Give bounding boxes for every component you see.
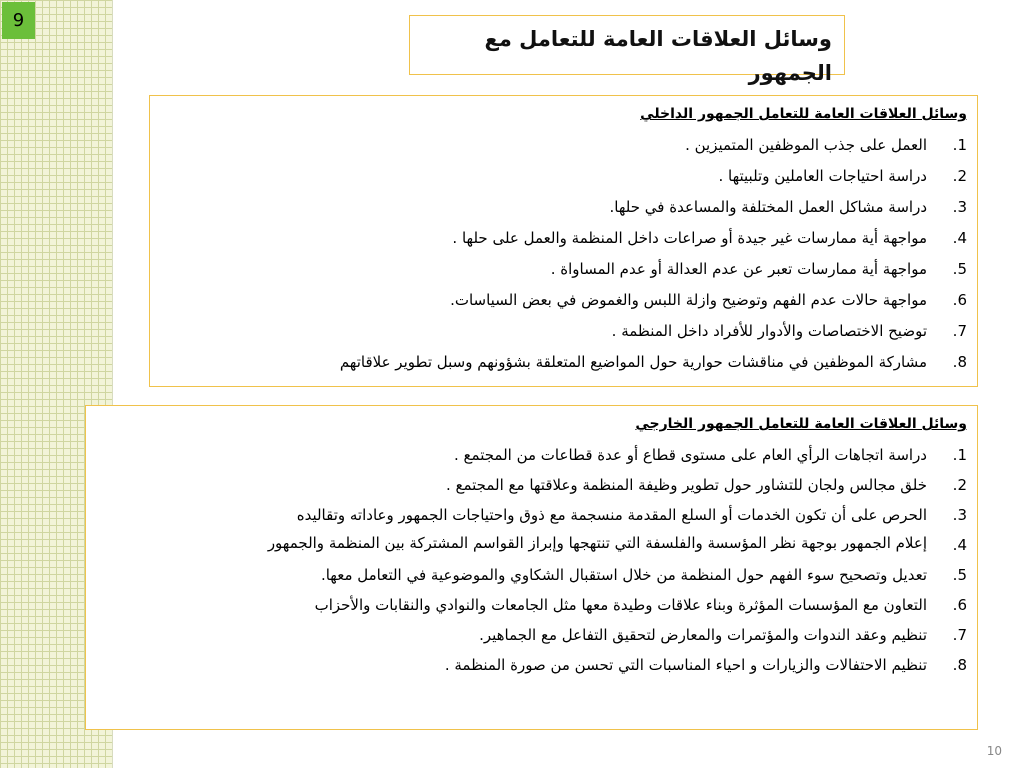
list-item bbox=[160, 130, 967, 161]
internal-public-box bbox=[149, 95, 978, 387]
list-item bbox=[96, 470, 967, 500]
item-number: 6. bbox=[952, 596, 967, 614]
list-item bbox=[160, 192, 967, 223]
list-item bbox=[96, 440, 967, 470]
external-heading: وسائل العلاقات العامة للتعامل الجمهور الخارجي bbox=[635, 416, 967, 432]
item-text: مشاركة الموظفين في مناقشات حوارية حول المواضيع المتعلقة بشؤونهم وسبل تطوير علاقاتهم bbox=[339, 353, 927, 371]
item-text: إعلام الجمهور بوجهة نظر المؤسسة والفلسفة التي تنتهجها وإبراز القواسم المشتركة بين المنظمة والجمهور bbox=[267, 534, 927, 552]
item-text: مواجهة أية ممارسات غير جيدة أو صراعات داخل المنظمة والعمل على حلها . bbox=[452, 229, 927, 247]
item-number: 1. bbox=[952, 446, 967, 464]
item-text: التعاون مع المؤسسات المؤثرة وبناء علاقات وطيدة معها مثل الجامعات والنوادي والنقابات والأحزاب bbox=[314, 596, 927, 614]
item-text: الحرص على أن تكون الخدمات أو السلع المقدمة منسجمة مع ذوق واحتياجات الجمهور وعاداته وتقاليده bbox=[296, 506, 927, 524]
item-number: 1. bbox=[952, 136, 967, 154]
item-number: 8. bbox=[952, 656, 967, 674]
item-number: 2. bbox=[952, 476, 967, 494]
item-number: 5. bbox=[952, 566, 967, 584]
list-item bbox=[96, 620, 967, 650]
item-text: تعديل وتصحيح سوء الفهم حول المنظمة من خلال استقبال الشكاوي والموضوعية في التعامل معها. bbox=[320, 566, 927, 584]
list-item bbox=[96, 560, 967, 590]
list-item bbox=[96, 530, 967, 560]
external-public-box bbox=[85, 405, 978, 730]
item-number: 5. bbox=[952, 260, 967, 278]
item-number: 8. bbox=[952, 353, 967, 371]
list-item bbox=[160, 161, 967, 192]
page-number: 10 bbox=[986, 744, 1002, 758]
list-item bbox=[160, 223, 967, 254]
list-item bbox=[96, 650, 967, 680]
item-number: 7. bbox=[952, 322, 967, 340]
item-number: 6. bbox=[952, 291, 967, 309]
item-text: العمل على جذب الموظفين المتميزين . bbox=[685, 136, 927, 154]
item-text: مواجهة أية ممارسات تعبر عن عدم العدالة أو عدم المساواة . bbox=[550, 260, 927, 278]
item-text: تنظيم الاحتفالات والزيارات و احياء المناسبات التي تحسن من صورة المنظمة . bbox=[444, 656, 927, 674]
list-item bbox=[160, 347, 967, 378]
item-number: 2. bbox=[952, 167, 967, 185]
list-item bbox=[160, 285, 967, 316]
item-number: 4. bbox=[952, 536, 967, 554]
list-item bbox=[160, 316, 967, 347]
item-text: مواجهة حالات عدم الفهم وتوضيح وازلة اللبس والغموض في بعض السياسات. bbox=[450, 291, 927, 309]
item-number: 7. bbox=[952, 626, 967, 644]
item-number: 3. bbox=[952, 506, 967, 524]
item-text: دراسة مشاكل العمل المختلفة والمساعدة في حلها. bbox=[609, 198, 927, 216]
item-text: دراسة اتجاهات الرأي العام على مستوى قطاع أو عدة قطاعات من المجتمع . bbox=[454, 446, 927, 464]
item-text: خلق مجالس ولجان للتشاور حول تطوير وظيفة المنظمة وعلاقتها مع المجتمع . bbox=[445, 476, 927, 494]
slide-title: وسائل العلاقات العامة للتعامل مع الجمهور bbox=[409, 15, 845, 75]
item-text: توضيح الاختصاصات والأدوار للأفراد داخل المنظمة . bbox=[611, 322, 927, 340]
list-item bbox=[160, 254, 967, 285]
item-text: تنظيم وعقد الندوات والمؤتمرات والمعارض لتحقيق التفاعل مع الجماهير. bbox=[479, 626, 927, 644]
item-number: 4. bbox=[952, 229, 967, 247]
list-item bbox=[96, 590, 967, 620]
list-item bbox=[96, 500, 967, 530]
external-list bbox=[96, 440, 967, 680]
slide-number-badge: 9 bbox=[2, 2, 35, 39]
item-number: 3. bbox=[952, 198, 967, 216]
internal-heading: وسائل العلاقات العامة للتعامل الجمهور الداخلي bbox=[640, 106, 967, 122]
internal-list bbox=[160, 130, 967, 378]
item-text: دراسة احتياجات العاملين وتلبيتها . bbox=[718, 167, 927, 185]
